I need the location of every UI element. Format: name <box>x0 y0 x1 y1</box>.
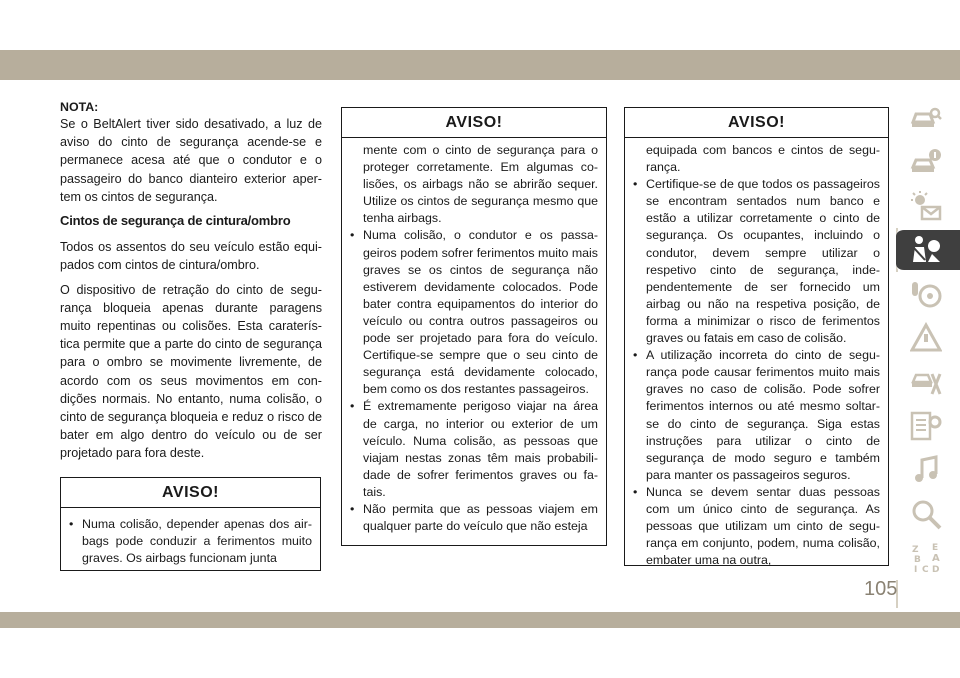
steering-wheel-icon <box>910 278 942 310</box>
roadside-warning-icon <box>910 322 942 354</box>
svg-text:Z: Z <box>912 545 919 555</box>
tab-safety[interactable] <box>896 228 960 272</box>
tab-warning-lights[interactable] <box>896 184 960 228</box>
car-search-icon <box>910 102 942 134</box>
tab-servicing-maintenance[interactable] <box>896 360 960 404</box>
top-band <box>0 50 960 80</box>
bullet-dot: • <box>69 517 74 531</box>
warning-bullet <box>633 484 880 569</box>
bullet-dot: • <box>633 348 638 363</box>
warning-box-right <box>624 107 889 566</box>
warning-title: AVISO! <box>625 108 888 138</box>
tab-starting-operating[interactable] <box>896 272 960 316</box>
warning-bullet <box>350 501 598 535</box>
car-maintenance-icon <box>910 366 942 398</box>
specifications-icon <box>910 410 942 442</box>
page-number: 105 <box>864 578 898 600</box>
warning-box-middle <box>341 107 607 546</box>
note-title: NOTA: <box>60 100 99 114</box>
warning-title: AVISO! <box>61 478 320 508</box>
warning-bullet-text: Não permita que as pessoas viajem em qualquer parte do veículo que não esteja <box>363 501 598 534</box>
bullet-dot: • <box>350 399 355 414</box>
warning-box-left <box>60 477 321 571</box>
svg-text:A: A <box>932 553 940 564</box>
warning-bullet-text: Numa colisão, depender apenas dos airbags pode conduzir a ferimentos muito graves. Os airbags funcionam junta <box>82 517 312 566</box>
warning-title: AVISO! <box>342 108 606 138</box>
chapter-tabs <box>896 96 960 580</box>
multimedia-icon <box>910 454 942 486</box>
tab-index[interactable] <box>896 536 960 580</box>
tab-in-case-of-emergency[interactable] <box>896 316 960 360</box>
alphabet-index-icon <box>910 542 942 574</box>
warning-continuation: equipada com bancos e cintos de segurança. <box>646 143 880 175</box>
warning-continuation: mente com o cinto de segurança para o proteger corretamente. Em algumas colisões, os airbags não se abrirão sequer. Utilize os cintos de segurança mesmo que tenha airbags. <box>363 143 598 226</box>
svg-text:E: E <box>932 543 939 553</box>
bullet-dot: • <box>350 501 355 516</box>
bullet-dot: • <box>350 228 355 243</box>
svg-text:I: I <box>914 565 918 574</box>
seatbelt-airbag-icon <box>910 234 942 266</box>
warning-bullet <box>350 227 598 398</box>
warning-bullet-text: A utilização incorreta do cinto de segurança pode causar ferimentos muito mais graves no caso de colisão. Pode sofrer ferimentos internos ou até mesmo soltar-se do cinto de segurança. Siga estas instruções para utilizar o cinto de segurança de modo seguro e também para manter os passageiros seguros. <box>646 348 880 482</box>
tab-technical-specifications[interactable] <box>896 404 960 448</box>
warning-lights-icon <box>910 190 942 222</box>
section-heading: Cintos de segurança de cintura/ombro <box>60 213 291 229</box>
warning-bullet <box>69 516 312 567</box>
car-info-icon <box>910 146 942 178</box>
warning-bullet-text: É extremamente perigoso viajar na área de carga, no interior ou exterior de um veículo. Numa colisão, as pessoas que viajam nestas zonas têm mais probabilidade de sofrer ferimentos graves ou fatais. <box>363 399 598 499</box>
svg-text:D: D <box>932 565 940 574</box>
warning-bullet-text: Numa colisão, o condutor e os passageiros podem sofrer ferimentos muito mais graves se os cintos de segurança não estiverem devidamente colocados. Pode bater contra equipamentos do interior do veículo ou contra outros passageiros ou pode ser projetado para fora do veículo. Certifique-se sempre que o seu cinto de segurança está devidamente colocado, bem como os dos restantes passageiros. <box>363 228 598 397</box>
note-text: Se o BeltAlert tiver sido desativado, a luz de aviso do cinto de segurança acende-se e permanece acesa até que o condutor e o passageiro do banco dianteiro exterior apertem os cintos de segurança. <box>60 117 322 204</box>
tab-multimedia[interactable] <box>896 448 960 492</box>
warning-bullet-text: Nunca se devem sentar duas pessoas com um único cinto de segurança. As pessoas que utilizam um cinto de segurança em conjunto, podem, numa colisão, embater uma na outra, <box>646 484 880 568</box>
tab-customer-assistance[interactable] <box>896 492 960 536</box>
warning-bullet <box>633 347 880 484</box>
bullet-dot: • <box>633 484 638 499</box>
paragraph-2: O dispositivo de retração do cinto de segurança bloqueia apenas durante paragens muito repentinas ou colisões. Esta caraterística permite que a parte do cinto de segurança para o ombro se movimente livremente, de acordo com os seus movimentos em condições normais. No entanto, numa colisão, o cinto de segurança bloqueia e reduz o risco de bater em algo dentro do veículo ou de ser projetado para fora deste. <box>60 282 322 461</box>
svg-text:B: B <box>914 555 921 565</box>
warning-bullet <box>350 398 598 501</box>
bottom-band <box>0 612 960 628</box>
paragraph-1: Todos os assentos do seu veículo estão equipados com cintos de cintura/ombro. <box>60 240 322 273</box>
tab-getting-to-know[interactable] <box>896 140 960 184</box>
warning-bullet <box>633 176 880 347</box>
svg-text:C: C <box>922 565 929 574</box>
tab-vehicle-overview[interactable] <box>896 96 960 140</box>
warning-bullet-text: Certifique-se de que todos os passageiros se encontram sentados num banco e estão a utilizar corretamente o cinto de segurança. Os ocupantes, incluindo o condutor, devem sempre utilizar o respetivo cinto de segurança, independentemente de ser fornecido um airbag ou não na respetiva posição, de forma a minimizar o risco de ferimentos graves ou fatais em caso de colisão. <box>646 177 880 346</box>
left-column <box>60 100 322 469</box>
bullet-dot: • <box>633 177 638 192</box>
index-search-icon <box>910 498 942 530</box>
